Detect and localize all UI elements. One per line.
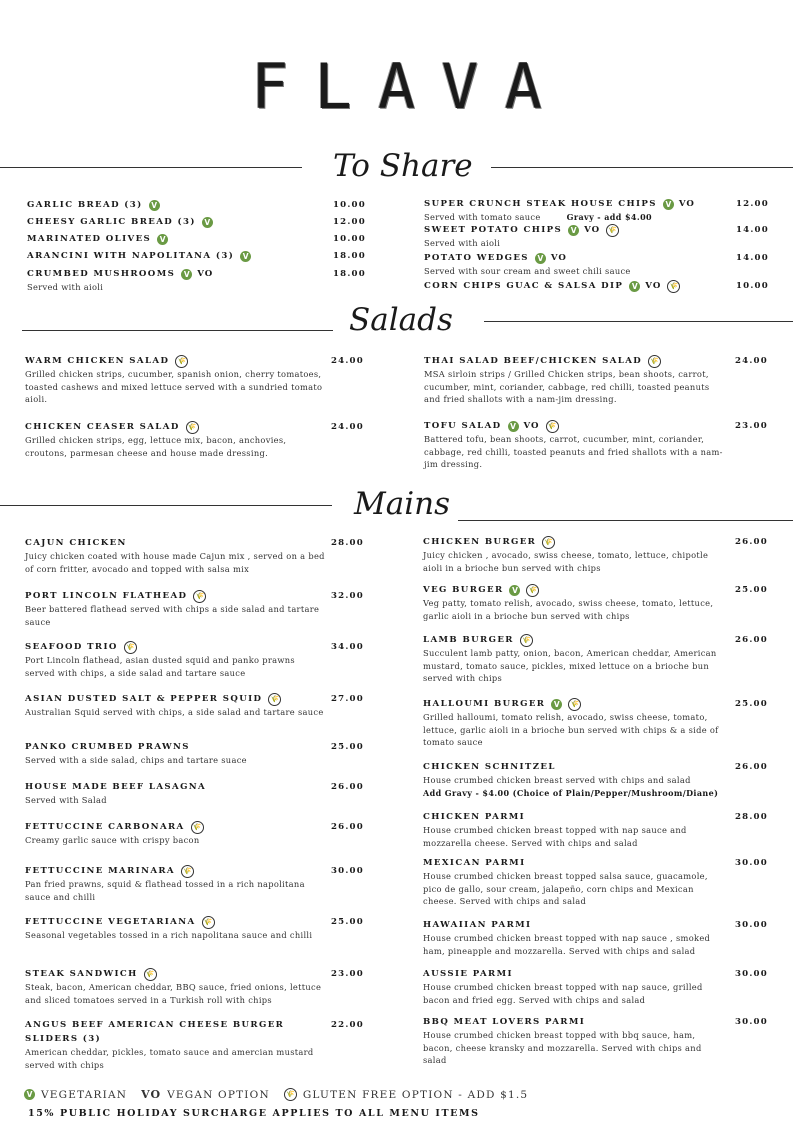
menu-item-price: 26.00 [331,782,364,792]
menu-item-price: 12.00 [333,217,366,227]
menu-item [27,232,373,246]
menu-item-name-row [423,633,775,647]
menu-item-name: ASIAN DUSTED SALT & PEPPER SQUID [25,694,263,704]
menu-item-description-row [423,824,723,849]
menu-item-description: Served with a side salad, chips and tartare suace [25,755,247,765]
menu-item-price: 25.00 [331,742,364,752]
menu-item-name: THAI SALAD BEEF/CHICKEN SALAD [424,356,643,366]
wheat-icon: 🌾 [526,584,539,597]
menu-item-price: 30.00 [735,858,768,868]
menu-item-name: SUPER CRUNCH STEAK HOUSE CHIPS [424,199,657,209]
wheat-icon: 🌾 [520,634,533,647]
wheat-icon: 🌾 [191,821,204,834]
section-header-share [0,146,793,186]
menu-item-description-row [25,706,325,719]
menu-item-price: 30.00 [735,1017,768,1027]
menu-item [423,760,775,799]
menu-item-description: Served with Salad [25,795,107,805]
menu-item [424,251,776,278]
menu-item-name: HOUSE MADE BEEF LASAGNA [25,782,207,792]
menu-item-name-row [27,267,373,281]
menu-item-name-row [424,197,776,211]
menu-item-description-row [25,834,325,847]
menu-item-description-row [25,434,325,459]
menu-item-price: 12.00 [736,199,769,209]
menu-item-price: 30.00 [331,866,364,876]
menu-item-price: 18.00 [333,251,366,261]
vegetarian-icon: V [181,269,192,280]
menu-item-name-row [423,856,775,870]
wheat-icon: 🌾 [193,590,206,603]
menu-item-price: 25.00 [735,699,768,709]
menu-item [424,223,776,250]
menu-item-description: Juicy chicken coated with house made Cajun mix , served on a bed of corn fritter, avocado and topped with salsa mix [25,551,325,574]
vegetarian-icon: V [240,251,251,262]
menu-item-name: SWEET POTATO CHIPS [424,225,563,235]
menu-item-description-row [25,550,325,575]
menu-item-name: VEG BURGER [423,585,504,595]
brand-logo: FLAVA [251,50,568,123]
menu-item-price: 10.00 [736,281,769,291]
menu-item [25,536,371,575]
menu-item-description: Battered tofu, bean shoots, carrot, cucumber, mint, coriander, cabbage, red chilli, toasted peanuts and fried shallots with a nam-jim dressing. [424,434,723,469]
menu-item-name-row [25,640,371,654]
menu-item [25,692,371,719]
menu-item-name-row [27,232,373,246]
menu-item-description: Grilled halloumi, tomato relish, avocado, swiss cheese, tomato, lettuce, garlic aioli in a brioche bun served with chips & a side of tomato sauce [423,712,719,747]
section-title: Salads [349,302,453,338]
menu-item-name-row [423,697,775,711]
menu-item [424,197,776,224]
menu-item-description-row [423,932,723,957]
menu-item [423,633,775,685]
menu-item-name: FETTUCCINE VEGETARIANA [25,917,196,927]
dietary-legend [24,1088,528,1101]
menu-item-description: Steak, bacon, American cheddar, BBQ sauce, fried onions, lettuce and sliced tomatoes served in a Turkish roll with chips [25,982,322,1005]
wheat-icon: 🌾 [542,536,555,549]
menu-item-description-row [424,211,724,224]
legend-gluten-free: GLUTEN FREE OPTION - ADD $1.5 [302,1088,529,1101]
wheat-icon: 🌾 [181,865,194,878]
menu-item-name-row [25,692,371,706]
menu-item [424,419,775,471]
menu-item-price: 18.00 [333,269,366,279]
menu-item-description-row [423,981,723,1006]
menu-item-name: PANKO CRUMBED PRAWNS [25,742,190,752]
menu-item [424,279,776,293]
vegetarian-icon: V [568,225,579,236]
menu-item [27,198,373,212]
menu-item-price: 14.00 [736,253,769,263]
menu-item-name-row [423,810,775,824]
vegan-option-icon: VO [678,199,695,209]
divider [22,330,333,331]
menu-item-price: 32.00 [331,591,364,601]
wheat-icon: 🌾 [202,916,215,929]
wheat-icon: 🌾 [268,693,281,706]
menu-item-price: 25.00 [735,585,768,595]
menu-item [27,249,373,263]
divider [491,167,793,168]
menu-item-price: 24.00 [331,422,364,432]
menu-item-price: 14.00 [736,225,769,235]
menu-item [423,918,775,957]
menu-item-description-row [25,754,325,767]
menu-item-name-row [27,215,373,229]
menu-item-price: 30.00 [735,969,768,979]
menu-item-name: CHICKEN PARMI [423,812,526,822]
menu-item-name: FETTUCCINE MARINARA [25,866,176,876]
menu-item [423,697,775,749]
divider [0,505,332,506]
wheat-icon: 🌾 [186,421,199,434]
vegetarian-icon: V [157,234,168,245]
menu-item-description-row [423,1029,723,1067]
menu-item-description-row [424,368,724,406]
menu-item-name: POTATO WEDGES [424,253,529,263]
menu-item-name: CAJUN CHICKEN [25,538,127,548]
section-header-mains [0,484,793,524]
menu-item-extra: Add Gravy - $4.00 (Choice of Plain/Pepper/Mushroom/Diane) [423,787,719,798]
legend-vegetarian: VEGETARIAN [41,1088,128,1101]
wheat-icon: 🌾 [667,280,680,293]
menu-item-price: 10.00 [333,200,366,210]
menu-item-description: Creamy garlic sauce with crispy bacon [25,835,200,845]
menu-item-description: American cheddar, pickles, tomato sauce and amercian mustard served with chips [25,1047,314,1070]
menu-item-description-row [27,281,327,294]
menu-item [423,1015,775,1067]
menu-item-description-row [25,368,325,406]
menu-item-name: STEAK SANDWICH [25,969,138,979]
menu-item [25,589,371,628]
menu-item [423,967,775,1006]
menu-item-description: Australian Squid served with chips, a side salad and tartare sauce [25,707,324,717]
menu-item-name: SEAFOOD TRIO [25,642,118,652]
menu-item-name: CHICKEN BURGER [423,537,537,547]
menu-item-name-row [423,535,775,549]
menu-item [25,1018,371,1071]
menu-item-name: WARM CHICKEN SALAD [25,356,170,366]
menu-item-description-row [25,654,325,679]
menu-item-name: MARINATED OLIVES [27,234,152,244]
menu-item-description: Grilled chicken strips, egg, lettuce mix, bacon, anchovies, croutons, parmesan cheese and house made dressing. [25,435,287,458]
menu-item [423,583,775,622]
vegetarian-icon: V [629,281,640,292]
menu-item-description: House crumbed chicken breast topped salsa sauce, guacamole, pico de gallo, sour cream, jalapeño, corn chips and Mexican cheese. Served with chips and salad [423,871,708,906]
menu-item-description: Beer battered flathead served with chips a side salad and tartare sauce [25,604,320,627]
menu-item-name-row [423,918,775,932]
menu-item-description-row [25,929,325,942]
menu-item-price: 28.00 [735,812,768,822]
menu-item-name-row [25,420,371,434]
menu-item-description: Served with aioli [424,238,501,248]
menu-item-name-row [25,780,371,794]
menu-item-description-row [25,878,325,903]
wheat-icon: 🌾 [124,641,137,654]
divider [484,321,793,322]
menu-item-description-row [25,603,325,628]
menu-item-description-row [424,433,724,471]
menu-item-name-row [423,967,775,981]
menu-item-name-row [424,279,776,293]
vegetarian-icon: V [149,200,160,211]
menu-item [27,267,373,294]
menu-item-description-row [424,237,724,250]
menu-item-description: Served with sour cream and sweet chili sauce [424,266,631,276]
menu-item [25,915,371,942]
vegetarian-icon: V [508,421,519,432]
menu-item-description: Served with tomato sauce [424,212,541,222]
vegan-option-icon: VO [645,281,662,291]
menu-item-price: 10.00 [333,234,366,244]
menu-item-price: 25.00 [331,917,364,927]
menu-item-price: 34.00 [331,642,364,652]
menu-item-description-row [25,981,325,1006]
menu-item [25,420,371,459]
vegan-option-icon: VO [523,421,540,431]
menu-item-name: ANGUS BEEF AMERICAN CHEESE BURGER SLIDERS (3) [25,1020,285,1044]
menu-item-description-row [25,794,325,807]
menu-item-price: 24.00 [331,356,364,366]
menu-item-description: House crumbed chicken breast topped with nap sauce, grilled bacon and fried egg. Served with chips and salad [423,982,703,1005]
menu-item [25,740,371,767]
menu-item-name: HAWAIIAN PARMI [423,920,532,930]
vegan-option-icon: VO [550,253,567,263]
menu-item-name-row [25,740,371,754]
menu-item [25,967,371,1006]
menu-item-description-row [423,597,723,622]
menu-item-name: CORN CHIPS GUAC & SALSA DIP [424,281,624,291]
menu-item-description: House crumbed chicken breast topped with nap sauce and mozzarella cheese. Served with chips and salad [423,825,687,848]
menu-item-name: TOFU SALAD [424,421,502,431]
wheat-icon: 🌾 [606,224,619,237]
vegetarian-icon: V [202,217,213,228]
vegetarian-icon: V [551,699,562,710]
menu-item-name: HALLOUMI BURGER [423,699,546,709]
menu-item-name-row [25,1018,371,1046]
menu-item-name: AUSSIE PARMI [423,969,513,979]
menu-item-description: House crumbed chicken breast topped with nap sauce , smoked ham, pineapple and mozzarella. Served with chips and salad [423,933,711,956]
menu-item-description-row [423,549,723,574]
menu-item-name-row [25,589,371,603]
menu-item-price: 26.00 [331,822,364,832]
menu-item [424,354,775,406]
menu-item-name-row [424,354,775,368]
menu-item [25,354,371,406]
menu-item-description: Succulent lamb patty, onion, bacon, American cheddar, American mustard, tomato sauce, pickles, mixed lettuce on a brioche bun served with chips [423,648,717,683]
menu-item-price: 22.00 [331,1020,364,1030]
vegan-option-icon: VO [141,1088,162,1101]
menu-item-description: Seasonal vegetables tossed in a rich napolitana sauce and chilli [25,930,313,940]
section-header-salads [0,300,793,340]
menu-item-name-row [25,354,371,368]
menu-item-description: Grilled chicken strips, cucumber, spanish onion, cherry tomatoes, toasted cashews and mixed lettuce served with a sundried tomato aioli. [25,369,323,404]
menu-item-price: 26.00 [735,537,768,547]
menu-item-description: House crumbed chicken breast topped with bbq sauce, ham, bacon, cheese kransky and mozzarella. Served with chips and salad [423,1030,702,1065]
vegetarian-icon: V [663,199,674,210]
menu-item-description: Port Lincoln flathead, asian dusted squid and panko prawns served with chips, a side salad and tartare sauce [25,655,295,678]
menu-item-description-row [423,647,723,685]
menu-item-name-row [25,820,371,834]
menu-item-price: 26.00 [735,635,768,645]
section-title: Mains [354,486,451,522]
menu-item-name: MEXICAN PARMI [423,858,526,868]
menu-item-name: PORT LINCOLN FLATHEAD [25,591,188,601]
menu-item-name: BBQ MEAT LOVERS PARMI [423,1017,586,1027]
menu-item-description-row [25,1046,325,1071]
menu-item [25,780,371,807]
menu-item-name: CHEESY GARLIC BREAD (3) [27,217,196,227]
vegetarian-icon: V [509,585,520,596]
menu-item [25,820,371,847]
menu-item-name-row [25,536,371,550]
menu-item-price: 27.00 [331,694,364,704]
menu-item-name: CHICKEN SCHNITZEL [423,762,556,772]
vegan-option-icon: VO [197,269,214,279]
menu-item-price: 28.00 [331,538,364,548]
section-title: To Share [333,148,473,184]
menu-item-price: 30.00 [735,920,768,930]
menu-item-name: FETTUCCINE CARBONARA [25,822,185,832]
menu-item-description: Served with aioli [27,282,104,292]
wheat-icon: 🌾 [568,698,581,711]
menu-item-name-row [423,760,775,774]
menu-item-name-row [424,251,776,265]
divider [458,520,793,521]
menu-item [25,640,371,679]
menu-item-name-row [25,967,371,981]
menu-item-extra: Gravy - add $4.00 [566,212,653,222]
menu-item-name-row [25,915,371,929]
wheat-icon: 🌾 [284,1088,297,1101]
menu-item-name-row [25,864,371,878]
menu-item-name-row [27,249,373,263]
wheat-icon: 🌾 [648,355,661,368]
vegan-option-icon: VO [584,225,601,235]
menu-item [423,810,775,849]
menu-item-name-row [423,583,775,597]
menu-item [27,215,373,229]
menu-item-name: CHICKEN CEASER SALAD [25,422,180,432]
menu-item-name: LAMB BURGER [423,635,514,645]
menu-item-description: Juicy chicken , avocado, swiss cheese, tomato, lettuce, chipotle aioli in a brioche bun served with chips [423,550,709,573]
menu-item-name: ARANCINI WITH NAPOLITANA (3) [27,251,235,261]
menu-item-name-row [27,198,373,212]
menu-item-price: 23.00 [331,969,364,979]
menu-item-name: CRUMBED MUSHROOMS [27,269,176,279]
menu-item-description-row [424,265,724,278]
menu-item-description: Pan fried prawns, squid & flathead tossed in a rich napolitana sauce and chilli [25,879,305,902]
menu-item-description: Veg patty, tomato relish, avocado, swiss cheese, tomato, lettuce, garlic aioli in a brioche bun served with chips [423,598,714,621]
menu-item-name-row [424,419,775,433]
menu-item [423,856,775,908]
menu-item-price: 26.00 [735,762,768,772]
menu-item-description: MSA sirloin strips / Grilled Chicken strips, bean shoots, carrot, cucumber, mint, coriander, cabbage, red chilli, toasted peanuts and fried shallots with a nam-jim dressing. [424,369,710,404]
surcharge-notice: 15% PUBLIC HOLIDAY SURCHARGE APPLIES TO ALL MENU ITEMS [28,1108,480,1119]
menu-item [423,535,775,574]
menu-item-description-row [423,711,723,749]
menu-item-name-row [424,223,776,237]
menu-item-name: GARLIC BREAD (3) [27,200,143,210]
legend-vegan: VEGAN OPTION [167,1088,270,1101]
wheat-icon: 🌾 [546,420,559,433]
wheat-icon: 🌾 [144,968,157,981]
vegetarian-icon: V [535,253,546,264]
divider [0,167,302,168]
menu-item-name-row [423,1015,775,1029]
wheat-icon: 🌾 [175,355,188,368]
menu-item-description-row [423,870,723,908]
menu-item-price: 23.00 [735,421,768,431]
menu-item [25,864,371,903]
vegetarian-icon: V [24,1089,35,1100]
menu-item-description: House crumbed chicken breast served with chips and salad [423,775,691,785]
menu-item-description-row [423,774,723,799]
menu-item-price: 24.00 [735,356,768,366]
